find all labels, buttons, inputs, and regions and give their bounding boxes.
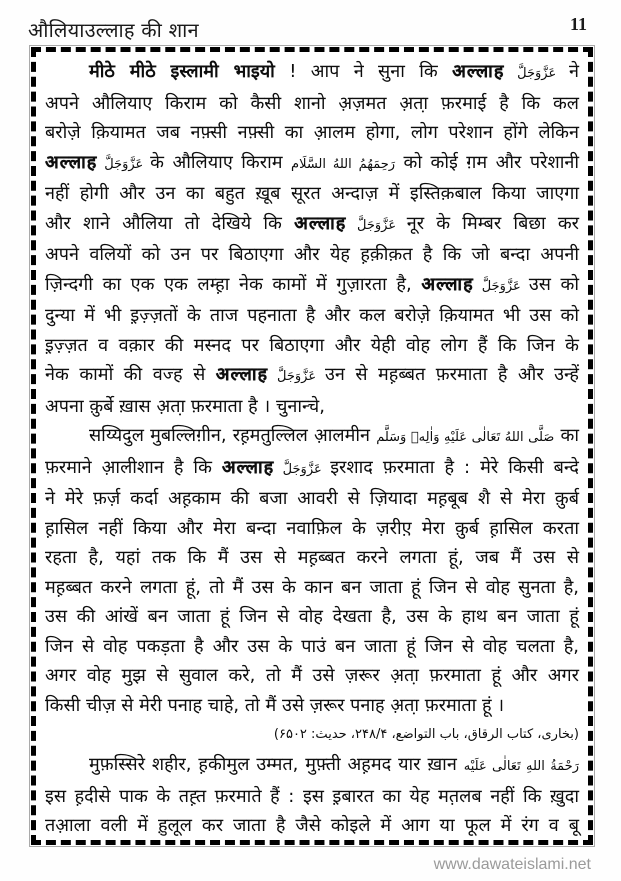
text-line <box>45 602 579 632</box>
text-line <box>45 57 579 89</box>
text-line <box>45 514 579 544</box>
arabic-honorific: عَزَّوَجَلَّ <box>268 369 326 384</box>
text-line <box>45 392 579 422</box>
text-line <box>45 360 579 392</box>
text-line <box>45 270 579 302</box>
hadith-citation: (بخاری، کتاب الرقاق، باب التواضع، ۲۴۸/۴، حدیث: ۶۵۰۲) <box>273 727 579 742</box>
page-header-title: औलियाउल्लाह की शान <box>28 18 199 42</box>
arabic-honorific: عَزَّوَجَلَّ <box>97 156 151 172</box>
text-segment: उस की आंखें बन जाता हूं जिन से वोह देखता है, उस के हाथ बन जाता हूं <box>45 606 579 627</box>
allah-calligraphy: अल्लाह <box>452 61 505 82</box>
text-line <box>45 750 579 782</box>
text-line <box>45 841 579 846</box>
arabic-honorific: عَزَّوَجَلَّ <box>473 278 529 294</box>
arabic-honorific: صَلَّى اللهُ تَعَالٰى عَلَيْهِ وَاٰلِهٖ وَسَلَّم <box>376 430 555 445</box>
text-line <box>45 632 579 662</box>
text-line <box>45 148 579 180</box>
allah-calligraphy: अल्लाह <box>45 151 98 173</box>
text-segment: इस ह़दीसे पाक के तह़्त फ़रमाते हैं : इस इ़बारत का येह मत़लब नहीं कि ख़ुदा <box>45 785 579 807</box>
text-segment: अगर वोह मुझ से सुवाल करे, तो मैं उसे ज़रूर अ़ता़ फ़रमाता हूं और अगर <box>45 665 579 686</box>
allah-calligraphy: अल्लाह <box>215 364 269 385</box>
text-line <box>45 179 579 209</box>
text-segment: नेक कामों की वज्ह से <box>45 364 216 385</box>
text-line <box>45 811 579 841</box>
page-number: 11 <box>569 14 587 34</box>
text-line <box>45 573 579 603</box>
text-segment: उन से मह़ब्बत फ़रमाता है और उन्हें <box>325 364 579 385</box>
footer-website-url: www.dawateislami.net <box>433 856 591 873</box>
text-segment: दुन्या में भी इ़ज़्ज़तों के ताज पहनाता है और कल बरोज़े क़ियामत भी उस को <box>45 305 579 326</box>
text-segment: नूर के मिम्बर बिछा कर <box>406 212 580 234</box>
text-segment: अपने औलियाए किराम को कैसी शानो अ़ज़मत अ़ता़ फ़रमाई है कि कल <box>45 92 579 114</box>
arabic-honorific: عَزَّوَجَلَّ <box>274 461 331 477</box>
text-line <box>45 89 579 119</box>
text-line <box>45 661 579 691</box>
text-segment: इरशाद फ़रमाता है : मेरे किसी बन्दे <box>330 456 579 478</box>
text-line <box>45 543 579 573</box>
text-line <box>45 331 579 361</box>
arabic-honorific: عَزَّوَجَلَّ <box>504 66 569 81</box>
allah-calligraphy: अल्लाह <box>421 273 474 295</box>
text-segment: किसी चीज़ से मेरी पनाह चाहे, तो मैं उसे ज़रूर पनाह अ़ता़ फ़रमाता हूं । <box>45 694 505 716</box>
text-segment: उस को <box>528 273 579 295</box>
text-segment: ज़िन्दगी का एक एक लम्ह़ा नेक कामों में गुज़ारता है, <box>45 273 422 295</box>
text-segment: जिन से वोह पकड़ता है और उस के पाउं बन जाता हूं जिन से वोह चलता है, <box>45 635 579 657</box>
text-segment: ने मेरे फ़र्ज़ कर्दा अह़काम की बजा आवरी से ज़ियादा मह़बूब शै से मेरा क़ुर्ब <box>45 488 579 509</box>
text-segment <box>45 845 579 846</box>
text-segment: बरोज़े क़ियामत जब नफ़्सी नफ़्सी का आ़लम होगा, लोग परेशान होंगे लेकिन <box>45 122 579 143</box>
text-line <box>45 301 579 331</box>
dashed-content-box <box>31 47 593 845</box>
text-segment: मुफ़स्सिरे शहीर, ह़कीमुल उम्मत, मुफ़्ती अह़मद यार ख़ान <box>89 754 464 775</box>
text-segment: का <box>554 425 579 446</box>
text-line <box>45 209 579 241</box>
text-line <box>45 453 579 485</box>
text-segment: तआ़ला वली में ह़ुलूल कर जाता है जैसे कोइले में आग या फूल में रंग व बू <box>45 815 579 836</box>
text-line <box>45 691 579 721</box>
text-segment: फ़रमाने आ़लीशान है कि <box>45 456 222 478</box>
text-line <box>45 782 579 812</box>
allah-calligraphy: अल्लाह <box>294 212 347 234</box>
text-line <box>45 118 579 148</box>
arabic-honorific: رَحِمَهُمُ اللهُ السَّلَام <box>291 156 396 172</box>
text-segment: नहीं होगी और उन का बहुत ख़ूब सूरत अन्दाज़ में इस्तिक़बाल किया जाएगा <box>45 183 579 204</box>
allah-calligraphy: अल्लाह <box>221 456 275 478</box>
text-segment: ने <box>569 61 579 82</box>
text-segment: ह़ासिल नहीं किया और मेरा बन्दा नवाफ़िल के ज़रीए़ मेरा क़ुर्ब ह़ासिल करता <box>45 517 579 539</box>
text-segment: को कोई ग़म और परेशानी <box>395 151 580 173</box>
text-segment: सय्यिदुल मुबल्लिग़ीन, रह़मतुल्लिल आ़लमीन <box>89 425 377 446</box>
text-line <box>45 484 579 514</box>
text-segment: अपने वलियों को उन पर बिठाएगा और येह ह़क़ीक़त है कि जो बन्दा अपनी <box>45 244 579 265</box>
text-segment: रहता है, यहां तक कि मैं उस से मह़ब्बत करने लगता हूं, जब मैं उस से <box>45 547 579 568</box>
text-segment: और शाने औलिया तो देखिये कि <box>45 212 295 234</box>
text-segment: मह़ब्बत करने लगता हूं, तो मैं उस के कान बन जाता हूं जिन से वोह सुनता है, <box>45 576 579 598</box>
text-segment: ! आप ने सुना कि <box>274 61 453 82</box>
arabic-honorific: عَزَّوَجَلَّ <box>346 217 407 233</box>
arabic-honorific: رَحْمَةُ اللهِ تَعَالٰى عَلَيْه <box>463 759 579 774</box>
text-segment: अपना क़ुर्बे ख़ास अ़ता़ फ़रमाता है । चुनान्चे, <box>45 395 325 417</box>
bold-text-segment: मीठे मीठे इस्लामी भाइयो <box>89 61 275 82</box>
text-segment: के औलियाए किराम <box>150 151 292 173</box>
text-segment: इ़ज़्ज़त व वक़ार की मस्नद पर बिठाएगा और येही वोह लोग हैं कि जिन के <box>45 334 579 356</box>
text-line <box>45 240 579 270</box>
text-line <box>45 421 579 453</box>
